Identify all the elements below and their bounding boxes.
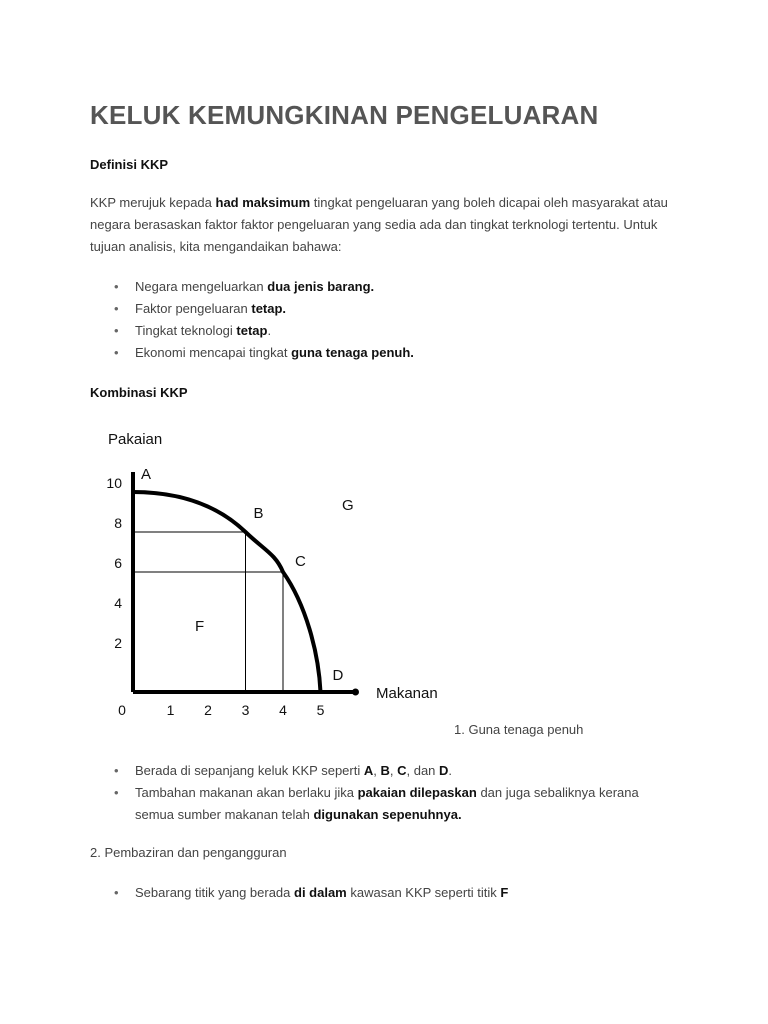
kkp-curve	[133, 492, 321, 692]
guna-list	[90, 760, 680, 826]
list-item: • Tambahan makanan akan berlaku jika pakaian dilepaskan dan juga sebaliknya kerana semua sumber makanan telah digunakan sepenuhnya.	[90, 782, 680, 826]
list-item: • Ekonomi mencapai tingkat guna tenaga penuh.	[90, 342, 680, 364]
point-label-a: A	[141, 466, 152, 483]
section-heading-kombinasi: Kombinasi KKP	[90, 385, 188, 400]
kkp-chart	[0, 425, 768, 725]
x-axis-title: Makanan	[376, 685, 438, 702]
x-tick-label: 0	[118, 702, 126, 718]
y-tick-label: 8	[114, 515, 122, 531]
pembaziran-list	[90, 882, 680, 904]
y-tick-label: 4	[114, 595, 122, 611]
point-label-d: D	[332, 667, 344, 684]
x-tick-label: 5	[316, 702, 325, 718]
definition-paragraph: KKP merujuk kepada had maksimum tingkat pengeluaran yang boleh dicapai oleh masyarakat atau negara berasaskan faktor faktor pengeluaran yang sedia ada dan tingkat terknologi tertentu. Untuk tujuan analisis, kita mengandaikan bahawa:	[90, 195, 668, 254]
x-tick-label: 3	[241, 702, 250, 718]
list-item: • Sebarang titik yang berada di dalam kawasan KKP seperti titik F	[90, 882, 680, 904]
x-tick-label: 4	[279, 702, 287, 718]
list-item: • Negara mengeluarkan dua jenis barang.	[90, 276, 680, 298]
caption-pembaziran: 2. Pembaziran dan pengangguran	[90, 845, 287, 860]
x-tick-label: 2	[204, 702, 212, 718]
point-label-b: B	[253, 505, 264, 522]
point-label-c: C	[295, 553, 306, 570]
y-axis-title: Pakaian	[108, 431, 163, 448]
y-tick-label: 2	[114, 635, 122, 651]
y-tick-label: 6	[114, 555, 122, 571]
list-item: • Berada di sepanjang keluk KKP seperti A, B, C, dan D.	[90, 760, 680, 782]
list-item: • Faktor pengeluaran tetap.	[90, 298, 680, 320]
region-label-g: G	[342, 497, 354, 514]
x-tick-label: 1	[166, 702, 175, 718]
page-title: KELUK KEMUNGKINAN PENGELUARAN	[90, 100, 599, 130]
section-heading-definisi: Definisi KKP	[90, 157, 169, 172]
y-tick-label: 10	[106, 475, 122, 491]
assumption-list	[90, 276, 680, 364]
list-item: • Tingkat teknologi tetap.	[90, 320, 680, 342]
x-axis-arrow-dot	[352, 689, 359, 696]
region-label-f: F	[195, 618, 205, 635]
caption-guna-tenaga-penuh: 1. Guna tenaga penuh	[454, 722, 584, 737]
bold-had-maksimum: had maksimum	[215, 195, 311, 210]
